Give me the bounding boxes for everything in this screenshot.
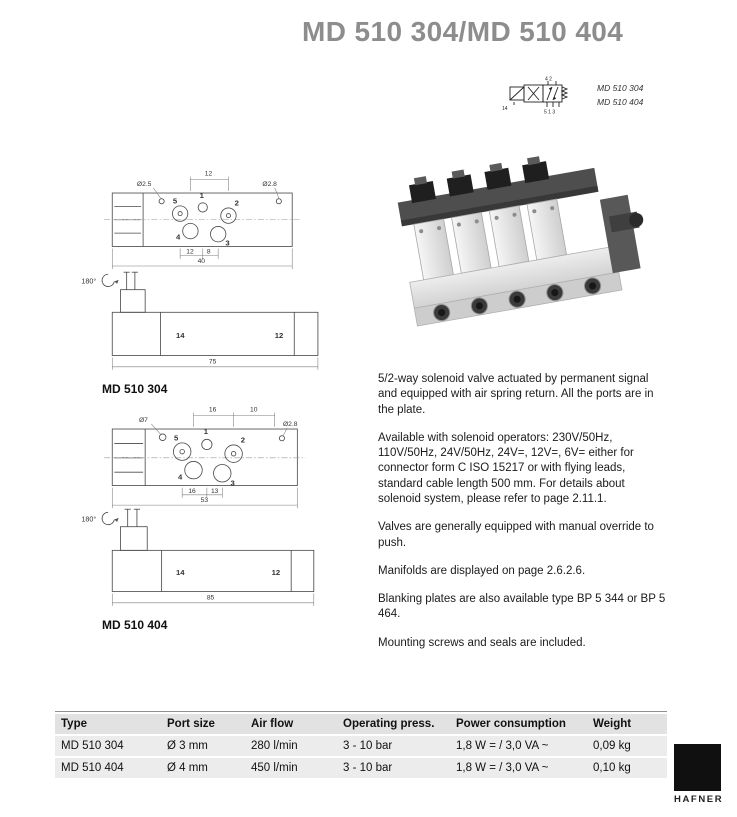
col-header-operating-press: Operating press. <box>337 714 450 734</box>
description-text <box>378 372 666 664</box>
paragraph-intro: 5/2-way solenoid valve actuated by permanent signal and equipped with air spring return. All the ports are in the plate. <box>378 373 654 416</box>
svg-text:2: 2 <box>240 435 246 445</box>
svg-text:14: 14 <box>176 331 185 341</box>
cell-operating-press: 3 - 10 bar <box>337 736 450 756</box>
md510404-drawing-svg <box>72 392 352 610</box>
cell-power-consumption: 1,8 W = / 3,0 VA ~ <box>450 736 587 756</box>
svg-text:Ø2.8: Ø2.8 <box>282 420 298 428</box>
svg-text:12: 12 <box>271 568 281 578</box>
port-numbers <box>174 427 245 487</box>
svg-text:14: 14 <box>502 106 508 112</box>
cell-port-size: Ø 4 mm <box>161 758 245 778</box>
paragraph-operators: Available with solenoid operators: 230V/50Hz, 110V/50Hz, 24V/50Hz, 24V=, 12V=, 6V= either for connector form C ISO 15217 or with flying leads, standard cable length 500 mm. For details about solenoid system, please refer to page 2.11.1. <box>378 431 634 505</box>
svg-text:40: 40 <box>197 257 206 265</box>
svg-text:16: 16 <box>188 487 196 495</box>
svg-text:13: 13 <box>210 487 219 495</box>
cell-type: MD 510 404 <box>55 758 161 778</box>
svg-text:16: 16 <box>208 406 217 414</box>
page-title: MD 510 304/MD 510 404 <box>302 16 624 47</box>
svg-text:Ø2.8: Ø2.8 <box>262 180 277 188</box>
cell-weight: 0,09 kg <box>587 736 667 756</box>
product-photo-svg <box>392 156 644 346</box>
cell-port-size: Ø 3 mm <box>161 736 245 756</box>
svg-text:Ø2.5: Ø2.5 <box>136 180 152 188</box>
cell-weight: 0,10 kg <box>587 758 667 778</box>
svg-text:75: 75 <box>208 358 217 366</box>
paragraph-mounting: Mounting screws and seals are included. <box>378 636 586 649</box>
cell-air-flow: 450 l/min <box>245 758 337 778</box>
svg-text:12: 12 <box>204 170 213 178</box>
svg-text:85: 85 <box>206 594 215 602</box>
valve-schematic-icon <box>500 76 590 118</box>
valve-assembly <box>392 156 644 326</box>
svg-text:4: 4 <box>176 232 181 242</box>
valve-symbol-block <box>500 76 643 118</box>
svg-text:180°: 180° <box>81 276 97 286</box>
dimensions <box>112 407 297 509</box>
svg-text:53: 53 <box>200 497 209 505</box>
svg-text:1: 1 <box>203 427 209 437</box>
spec-table-wrap <box>55 711 667 780</box>
svg-text:180°: 180° <box>81 514 97 524</box>
symbol-labels <box>597 76 643 118</box>
svg-text:4 2: 4 2 <box>545 76 552 83</box>
length-dimension <box>112 594 314 606</box>
svg-text:1: 1 <box>199 191 204 201</box>
svg-text:10: 10 <box>250 406 258 414</box>
paragraph-manifolds: Manifolds are displayed on page 2.6.2.6. <box>378 564 586 577</box>
length-dimension <box>112 358 318 370</box>
svg-text:4: 4 <box>178 472 183 482</box>
plan-view <box>104 429 306 486</box>
svg-text:3: 3 <box>225 238 230 248</box>
hafner-logo-square <box>674 744 721 791</box>
technical-drawing-md510404 <box>72 392 362 632</box>
product-photo <box>392 156 644 346</box>
col-header-port-size: Port size <box>161 714 245 734</box>
hafner-logo <box>674 744 723 805</box>
hafner-logo-text: HAFNER <box>674 794 724 805</box>
col-header-weight: Weight <box>587 714 667 734</box>
svg-text:Ø7: Ø7 <box>138 416 148 424</box>
svg-text:2: 2 <box>234 198 239 208</box>
cell-power-consumption: 1,8 W = / 3,0 VA ~ <box>450 758 587 778</box>
table-header-row <box>55 714 667 734</box>
symbol-label-md510404: MD 510 404 <box>597 96 644 107</box>
cell-type: MD 510 304 <box>55 736 161 756</box>
svg-text:5: 5 <box>172 196 178 206</box>
plan-view <box>104 193 301 246</box>
side-view <box>112 272 318 355</box>
valve-symbol-body <box>510 81 567 107</box>
col-header-power-consumption: Power consumption <box>450 714 587 734</box>
col-header-type: Type <box>55 714 161 734</box>
table-row-md510304 <box>55 736 667 756</box>
cell-operating-press: 3 - 10 bar <box>337 758 450 778</box>
md510304-drawing-svg <box>72 156 352 374</box>
svg-text:12: 12 <box>186 248 194 256</box>
side-port-labels <box>176 568 280 577</box>
paragraph-override: Valves are generally equipped with manual override to push. <box>378 521 654 549</box>
svg-text:5: 5 <box>173 433 179 443</box>
col-header-air-flow: Air flow <box>245 714 337 734</box>
svg-text:3: 3 <box>230 478 235 488</box>
cell-air-flow: 280 l/min <box>245 736 337 756</box>
svg-text:12: 12 <box>274 331 284 341</box>
symbol-label-md510304: MD 510 304 <box>597 83 644 93</box>
drawing-caption-md510404: MD 510 404 <box>102 618 168 632</box>
svg-text:8: 8 <box>206 248 211 256</box>
drawing-caption-md510304: MD 510 304 <box>102 382 168 396</box>
rotation-note <box>81 512 118 524</box>
rotation-note <box>81 274 118 286</box>
side-port-labels <box>176 331 283 340</box>
spec-table <box>55 712 667 780</box>
paragraph-blanking: Blanking plates are also available type BP 5 344 or BP 5 464. <box>378 593 666 621</box>
side-view <box>112 509 314 591</box>
table-row-md510404 <box>55 758 667 778</box>
svg-text:5 1 3: 5 1 3 <box>544 109 556 116</box>
svg-text:14: 14 <box>176 568 185 578</box>
port-numbers <box>173 191 239 247</box>
technical-drawing-md510304 <box>72 156 362 396</box>
